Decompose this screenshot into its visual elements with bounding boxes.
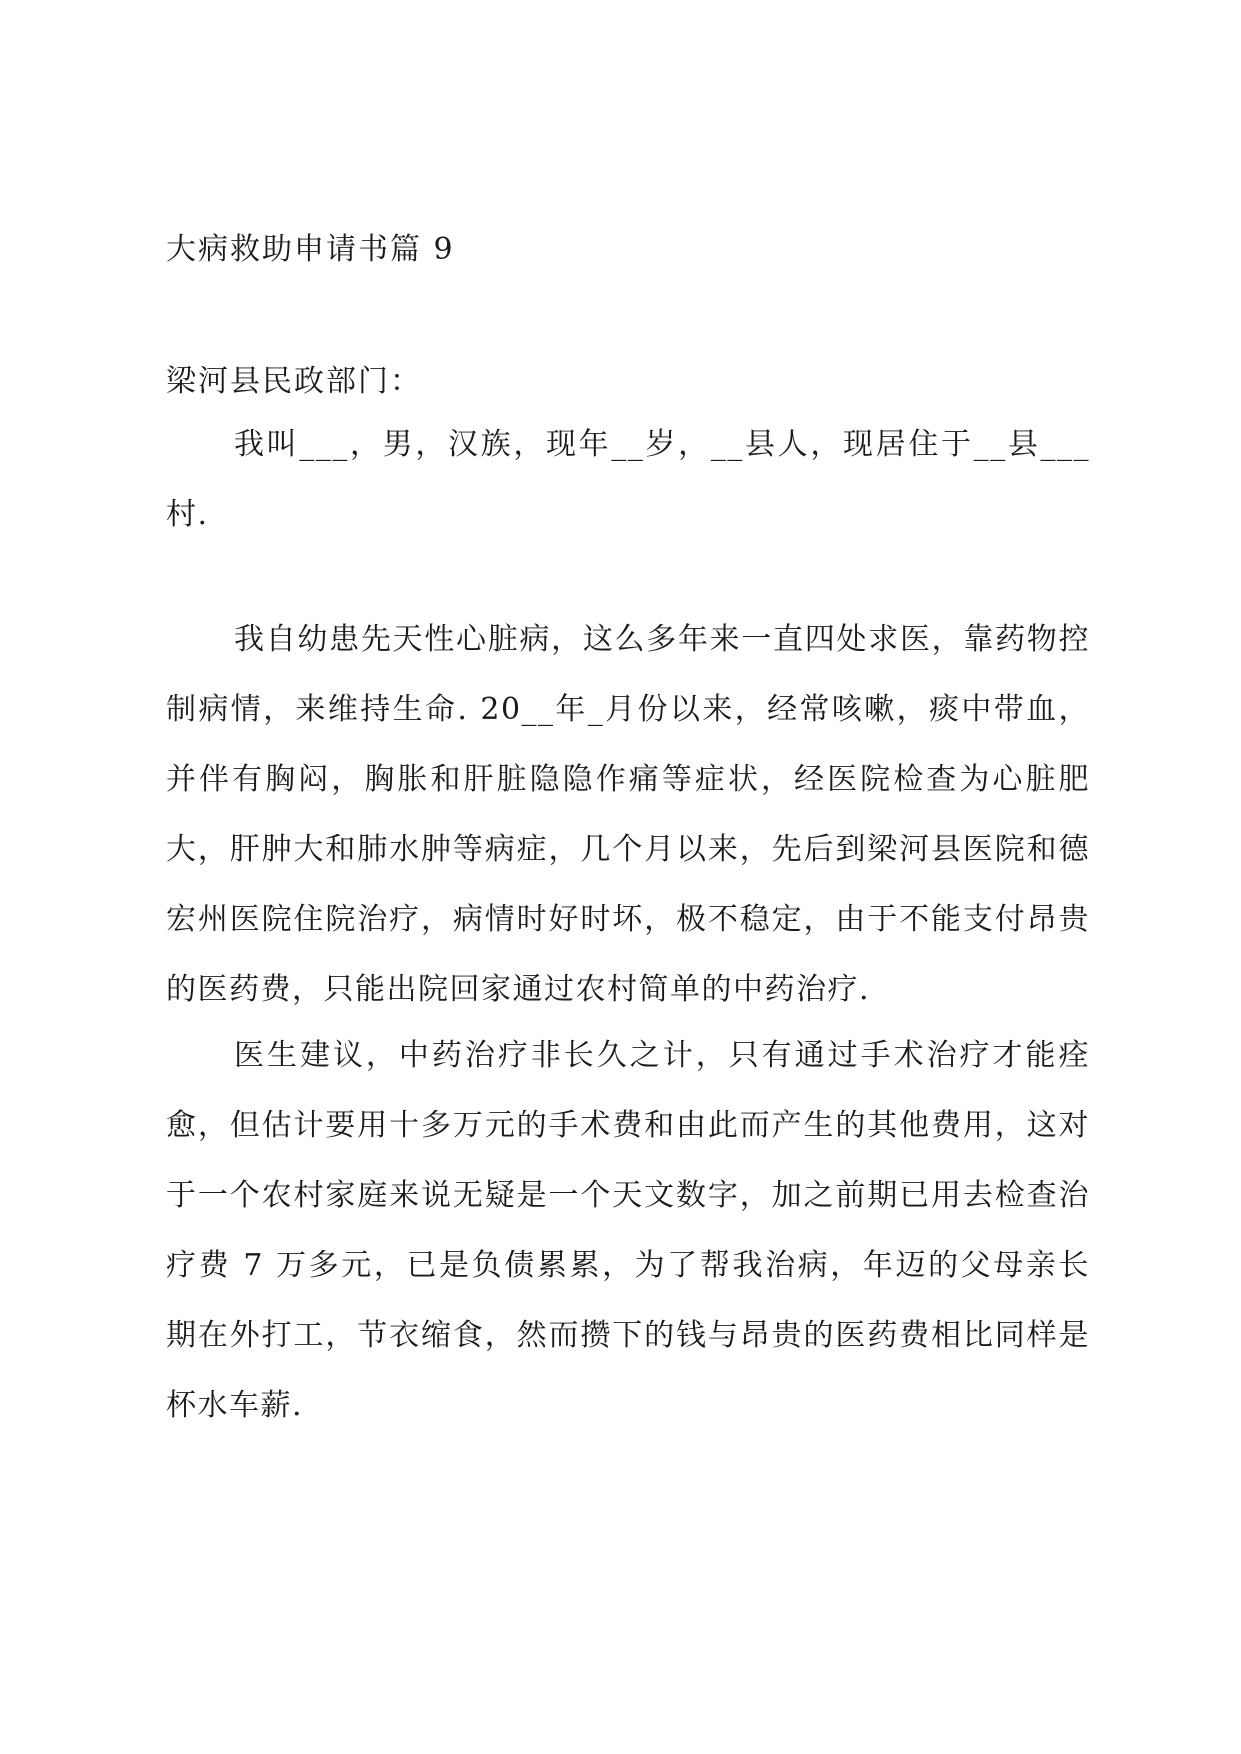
paragraph-personal-info: 我叫___，男，汉族，现年__岁，__县人，现居住于__县___村. [166, 427, 1090, 532]
paragraph-medical-history: 我自幼患先天性心脏病，这么多年来一直四处求医，靠药物控制病情，来维持生命. 20__年_月份以来，经常咳嗽，痰中带血，并伴有胸闷，胸胀和肝脏隐隐作痛等症状，经医院检查为心脏肥大，肝肿大和肺水肿等病症，几个月以来，先后到梁河县医院和德宏州医院住院治疗，病情时好时坏，极不稳定，由于不能支付昂贵的医药费，只能出院回家通过农村简单的中药治疗. [166, 622, 1090, 1007]
document-title: 大病救助申请书篇 9 [166, 232, 455, 267]
salutation: 梁河县民政部门： [166, 364, 422, 399]
paragraph-financial-hardship: 医生建议，中药治疗非长久之计，只有通过手术治疗才能痊愈，但估计要用十多万元的手术费和由此而产生的其他费用，这对于一个农村家庭来说无疑是一个天文数字，加之前期已用去检查治疗费 7 万多元，已是负债累累，为了帮我治病，年迈的父母亲长期在外打工，节衣缩食，然而攒下的钱与昂贵的医药费相比同样是杯水车薪. [166, 1038, 1090, 1423]
